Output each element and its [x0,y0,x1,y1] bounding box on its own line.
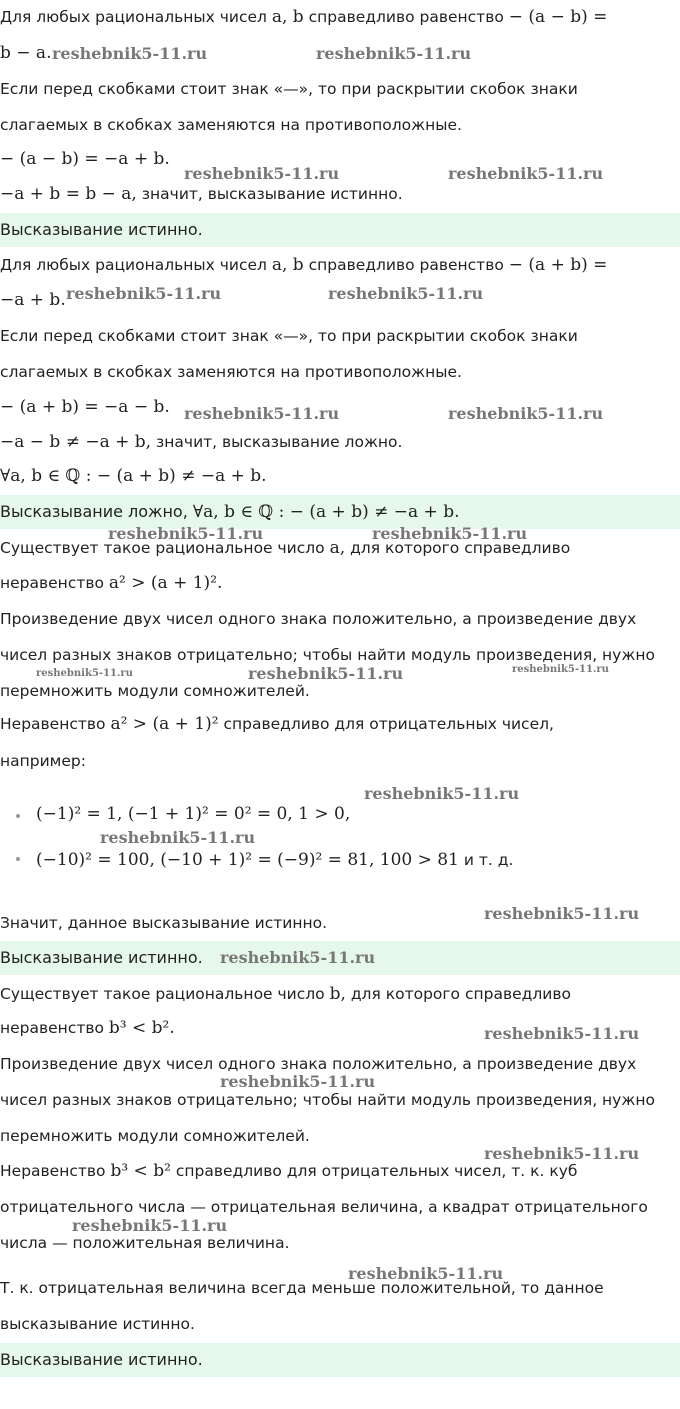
rule-text-line-2: слагаемых в скобках заменяются на противоположные. [0,116,462,134]
rule-text-line-3: перемножить модули сомножителей. [0,1127,310,1145]
answer-text: Высказывание ложно, [0,502,188,521]
statement-text: для которого справедливо [350,539,571,557]
statement-text: неравенство [0,574,104,592]
math: − (a + b) = [508,255,608,275]
math: ∀a, b ∈ ℚ : − (a + b) ≠ −a + b. [192,502,460,522]
answer-2 [0,495,680,529]
formula: − (a − b) = −a + b. [0,149,170,169]
statement-text: неравенство [0,1019,104,1037]
statement-3-line-2 [0,572,222,594]
conclusion-text: значит, высказывание ложно. [156,433,403,451]
inequality-line-3: числа — положительная величина. [0,1234,290,1252]
statement-text: Неравенство [0,715,106,733]
math: −a − b ≠ −a + b, [0,432,152,452]
watermark: reshebnik5-11.ru [348,1264,504,1283]
statement-1-line-1 [0,6,607,28]
formula-forall: ∀a, b ∈ ℚ : − (a + b) ≠ −a + b. [0,466,267,486]
answer-3: Высказывание истинно. [0,941,680,975]
statement-text: для которого справедливо [350,985,571,1003]
watermark: reshebnik5-11.ru [220,948,376,967]
watermark: reshebnik5-11.ru [512,664,609,675]
watermark: reshebnik5-11.ru [100,828,256,847]
list-item [36,803,350,825]
conclusion-line-1: Т. к. отрицательная величина всегда меньше положительной, то данное [0,1279,604,1297]
watermark: reshebnik5-11.ru [484,1144,640,1163]
statement-text: Для любых рациональных чисел [0,8,267,26]
inequality-line-1 [0,713,554,735]
statement-text: Неравенство [0,1162,106,1180]
watermark: reshebnik5-11.ru [184,164,340,183]
statement-text: Существует такое рациональное число [0,985,325,1003]
formula: − (a + b) = −a − b. [0,397,170,417]
statement-2-line-1 [0,254,607,276]
math: a² > (a + 1)². [108,573,223,593]
watermark: reshebnik5-11.ru [448,404,604,423]
math: − (a − b) = [508,7,608,27]
statement-text: справедливо для отрицательных чисел, т. к. куб [175,1162,578,1180]
watermark: reshebnik5-11.ru [36,668,133,679]
inequality-line-2: отрицательного числа — отрицательная величина, а квадрат отрицательного [0,1198,648,1216]
watermark: reshebnik5-11.ru [448,164,604,183]
math: −a + b = b − a, [0,184,137,204]
statement-text: справедливо равенство [308,256,504,274]
statement-4-line-1 [0,983,571,1005]
math: a, b [271,7,304,27]
watermark: reshebnik5-11.ru [372,524,528,543]
watermark: reshebnik5-11.ru [484,904,640,923]
rule-text-line-2: чисел разных знаков отрицательно; чтобы найти модуль произведения, нужно [0,1091,655,1109]
watermark: reshebnik5-11.ru [66,284,222,303]
rule-text-line-1: Произведение двух чисел одного знака положительно, а произведение двух [0,610,637,628]
watermark: reshebnik5-11.ru [52,44,208,63]
watermark: reshebnik5-11.ru [484,1024,640,1043]
rule-text-line-3: перемножить модули сомножителей. [0,682,310,700]
list-item [36,849,513,871]
conclusion-line-2: высказывание истинно. [0,1315,195,1333]
answer-1: Высказывание истинно. [0,213,680,247]
statement-1-line-2: b − a. [0,43,52,63]
conclusion [0,183,403,205]
watermark: reshebnik5-11.ru [364,784,520,803]
statement-text: Для любых рациональных чисел [0,256,267,274]
inequality-line-2: например: [0,752,86,770]
math: (−1)² = 1, (−1 + 1)² = 0² = 0, 1 > 0, [36,804,351,824]
inequality-line-1 [0,1160,577,1182]
rule-text-line-2: слагаемых в скобках заменяются на противоположные. [0,363,462,381]
math: b³ < b². [108,1018,175,1038]
watermark: reshebnik5-11.ru [328,284,484,303]
conclusion: Значит, данное высказывание истинно. [0,914,328,932]
math: a, [329,538,346,558]
statement-4-line-2 [0,1017,175,1039]
rule-text-line-1: Если перед скобками стоит знак «—», то при раскрытии скобок знаки [0,327,578,345]
watermark: reshebnik5-11.ru [220,1072,376,1091]
math: a, b [271,255,304,275]
math: a² > (a + 1)² [110,714,219,734]
statement-text: Существует такое рациональное число [0,539,325,557]
conclusion [0,431,402,453]
rule-text-line-1: Произведение двух чисел одного знака положительно, а произведение двух [0,1055,637,1073]
watermark: reshebnik5-11.ru [248,664,404,683]
list-item-text: и т. д. [463,851,514,869]
bullet-icon [16,814,20,818]
math: b³ < b² [110,1161,171,1181]
rule-text-line-2: чисел разных знаков отрицательно; чтобы найти модуль произведения, нужно [0,646,655,664]
watermark: reshebnik5-11.ru [184,404,340,423]
statement-2-line-2: −a + b. [0,290,66,310]
statement-text: справедливо равенство [308,8,504,26]
watermark: reshebnik5-11.ru [108,524,264,543]
conclusion-text: значит, высказывание истинно. [141,185,403,203]
answer-4: Высказывание истинно. [0,1343,680,1377]
watermark: reshebnik5-11.ru [316,44,472,63]
bullet-icon [16,857,20,861]
math: b, [329,984,346,1004]
rule-text-line-1: Если перед скобками стоит знак «—», то при раскрытии скобок знаки [0,80,578,98]
statement-text: справедливо для отрицательных чисел, [223,715,554,733]
math: (−10)² = 100, (−10 + 1)² = (−9)² = 81, 100 > 81 [36,850,459,870]
watermark: reshebnik5-11.ru [72,1216,228,1235]
